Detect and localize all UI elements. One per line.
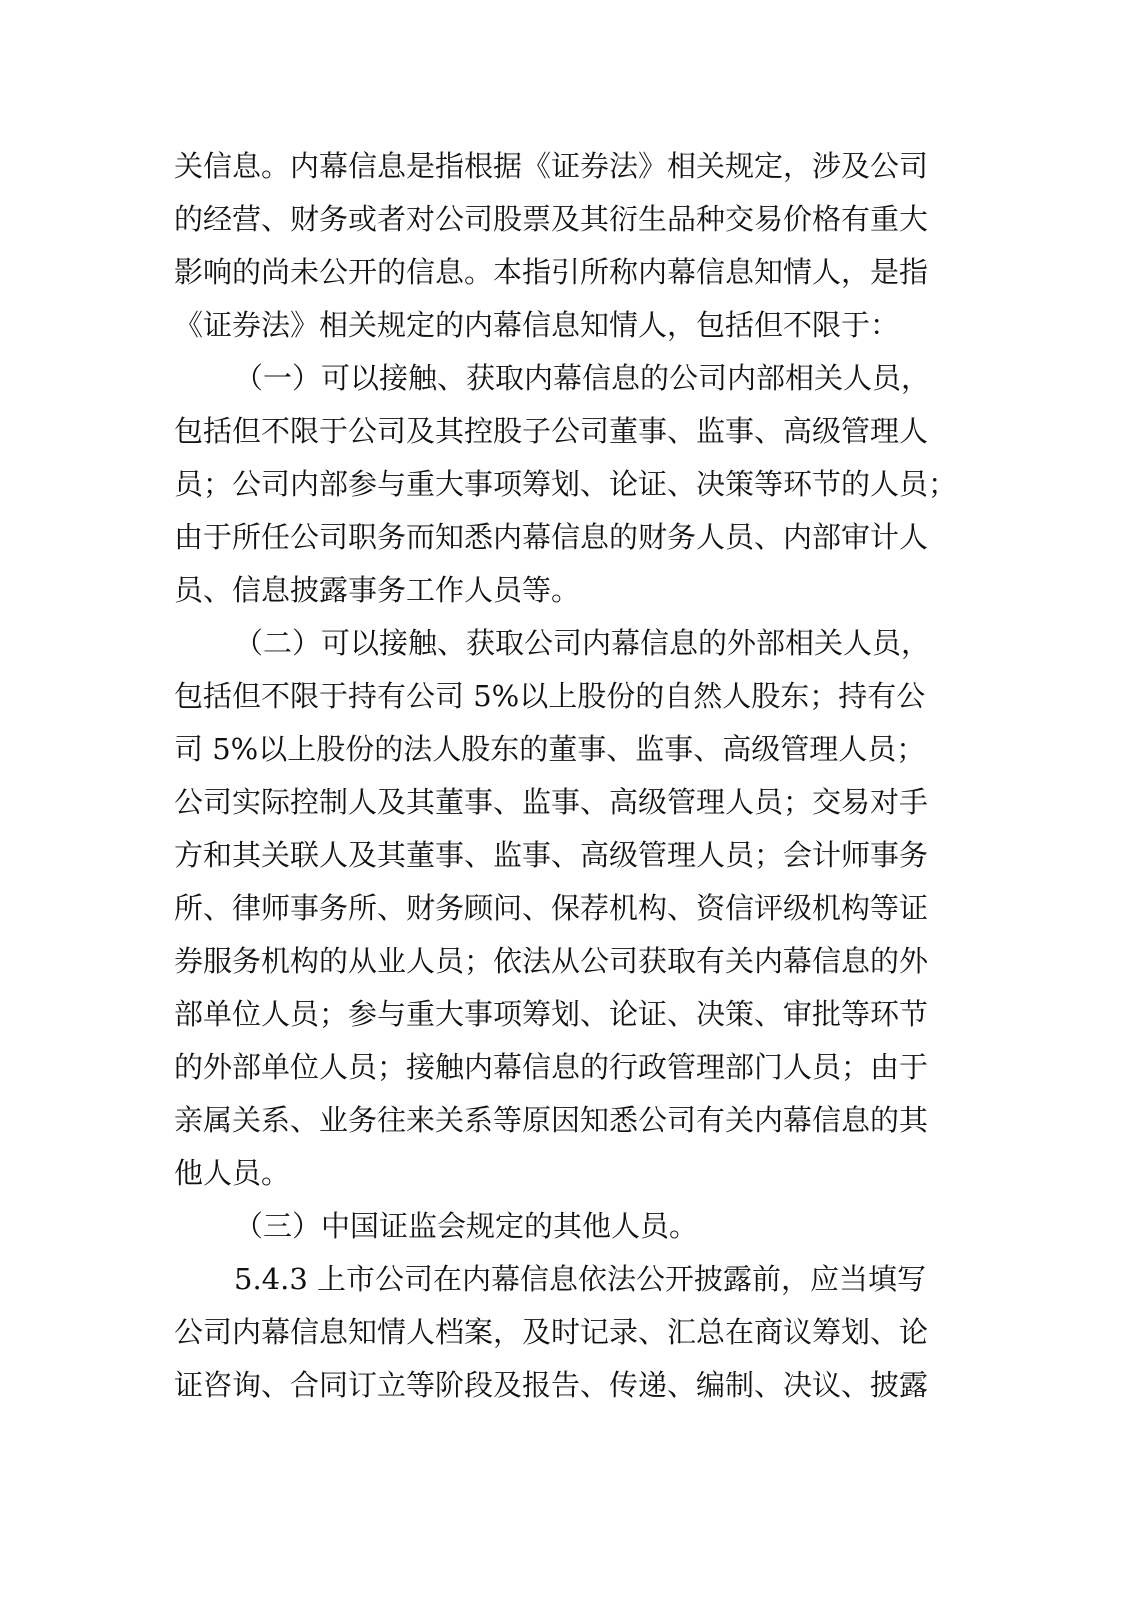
text-line: （三）中国证监会规定的其他人员。 bbox=[234, 1209, 699, 1243]
text-line: 《证券法》相关规定的内幕信息知情人，包括但不限于： bbox=[174, 308, 900, 342]
text-line: 员、信息披露事务工作人员等。 bbox=[174, 573, 581, 607]
text-line: 关信息。内幕信息是指根据《证券法》相关规定，涉及公司 bbox=[174, 149, 929, 183]
text-line: 包括但不限于持有公司 5%以上股份的自然人股东；持有公 bbox=[174, 679, 926, 713]
text-line: （一）可以接触、获取内幕信息的公司内部相关人员， bbox=[234, 361, 931, 395]
text-line: 他人员。 bbox=[174, 1156, 291, 1190]
text-line: （二）可以接触、获取公司内幕信息的外部相关人员， bbox=[234, 626, 931, 660]
text-line: 司 5%以上股份的法人股东的董事、监事、高级管理人员； bbox=[174, 732, 926, 766]
text-line: 员；公司内部参与重大事项筹划、论证、决策等环节的人员； bbox=[174, 467, 958, 501]
text-line: 公司内幕信息知情人档案，及时记录、汇总在商议筹划、论 bbox=[174, 1315, 929, 1349]
text-line: 亲属关系、业务往来关系等原因知悉公司有关内幕信息的其 bbox=[174, 1103, 929, 1137]
text-line: 5.4.3 上市公司在内幕信息依法公开披露前，应当填写 bbox=[234, 1262, 927, 1296]
text-line: 影响的尚未公开的信息。本指引所称内幕信息知情人，是指 bbox=[174, 255, 929, 289]
text-line: 券服务机构的从业人员；依法从公司获取有关内幕信息的外 bbox=[174, 944, 929, 978]
text-line: 公司实际控制人及其董事、监事、高级管理人员；交易对手 bbox=[174, 785, 929, 819]
text-line: 部单位人员；参与重大事项筹划、论证、决策、审批等环节 bbox=[174, 997, 929, 1031]
text-line: 所、律师事务所、财务顾问、保荐机构、资信评级机构等证 bbox=[174, 891, 929, 925]
text-line: 方和其关联人及其董事、监事、高级管理人员；会计师事务 bbox=[174, 838, 929, 872]
text-line: 的外部单位人员；接触内幕信息的行政管理部门人员；由于 bbox=[174, 1050, 929, 1084]
text-line: 由于所任公司职务而知悉内幕信息的财务人员、内部审计人 bbox=[174, 520, 929, 554]
text-line: 证咨询、合同订立等阶段及报告、传递、编制、决议、披露 bbox=[174, 1368, 929, 1402]
text-line: 包括但不限于公司及其控股子公司董事、监事、高级管理人 bbox=[174, 414, 929, 448]
text-line: 的经营、财务或者对公司股票及其衍生品种交易价格有重大 bbox=[174, 202, 929, 236]
